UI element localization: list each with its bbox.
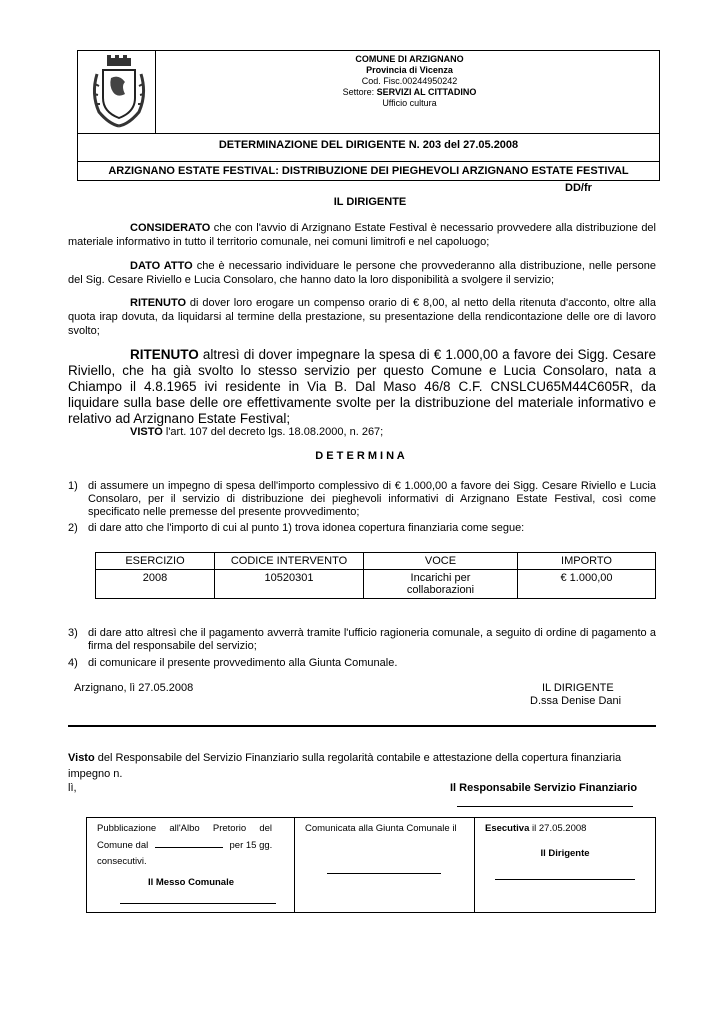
esecutiva-date: Esecutiva il 27.05.2008 xyxy=(485,823,587,834)
pubblicazione-line: Comune dal per 15 gg. xyxy=(97,840,273,851)
determina-heading: D E T E R M I N A xyxy=(315,450,405,462)
esecutiva-dirigente: Il Dirigente xyxy=(540,848,590,859)
table-header: CODICE INTERVENTO xyxy=(215,553,364,570)
dirigente-heading: IL DIRIGENTE xyxy=(333,196,407,208)
list-item: 3) di dare atto altresì che il pagamento avverrà tramite l'ufficio ragioneria comunale, a seguito di ordine di pagamento a firma del responsabile del servizio; xyxy=(68,627,656,652)
signature-line xyxy=(495,879,635,880)
comunicata-giunta: Comunicata alla Giunta Comunale il xyxy=(305,823,457,834)
signature-line xyxy=(457,806,633,807)
pubblicazione-line: Pubblicazione all'Albo Pretorio del xyxy=(97,823,273,834)
settore-value: SERVIZI AL CITTADINO xyxy=(376,87,477,97)
oggetto: ARZIGNANO ESTATE FESTIVAL: DISTRIBUZIONE DEI PIEGHEVOLI ARZIGNANO ESTATE FESTIVAL xyxy=(108,165,629,177)
place-date: Arzignano, lì 27.05.2008 xyxy=(74,682,194,694)
document-header xyxy=(77,50,660,181)
paragraph-considerato: CONSIDERATO che con l'avvio di Arzignano Estate Festival è necessario provvedere alla distribuzione del materiale informativo in tutto il territorio comunale, nei comuni limitrofi e nel capoluogo; xyxy=(68,222,656,248)
comunicata-cell xyxy=(295,818,475,912)
table-header: VOCE xyxy=(364,553,518,570)
pubblicazione-line: consecutivi. xyxy=(97,856,147,867)
ref-code: DD/fr xyxy=(565,182,592,194)
header-divider xyxy=(78,161,659,162)
paragraph-ritenuto-2: RITENUTO altresì di dover impegnare la spesa di € 1.000,00 a favore dei Sigg. Cesare Riviello, che ha già svolto lo stesso servizio per questo Comune e Lucia Consolaro, nata a Chiampo il 4.8.1965 ivi residente in Via B. Dal Maso 46/8 C.F. CNSLCU65M44C605R, da liquidare sulla base delle ore effettivamente svolte per la distribuzione del materiale informativo e relativo ad Arzignano Estate Festival; xyxy=(68,347,656,426)
section-divider xyxy=(68,725,656,727)
paragraph-ritenuto-1: RITENUTO di dover loro erogare un compenso orario di € 8,00, al netto della ritenuta d'acconto, oltre alla quota irap dovuta, da liquidarsi al termine della prestazione, su presentazione della rendicontazione delle ore di lavoro svolto; xyxy=(68,297,656,337)
coat-of-arms-icon xyxy=(89,54,149,130)
crest-cell xyxy=(78,51,156,133)
responsabile-finanziario: Il Responsabile Servizio Finanziario xyxy=(450,782,638,794)
comune-name: COMUNE DI ARZIGNANO xyxy=(355,54,464,64)
list-item: 4) di comunicare il presente provvedimento alla Giunta Comunale. xyxy=(68,657,398,669)
pubblicazione-cell xyxy=(87,818,295,912)
paragraph-visto: VISTO l'art. 107 del decreto lgs. 18.08.2000, n. 267; xyxy=(130,426,384,438)
header-divider xyxy=(78,133,659,134)
table-cell: Incarichi per collaborazioni xyxy=(364,570,518,599)
codice-fiscale: Cod. Fisc.00244950242 xyxy=(361,76,458,86)
impegno-label: impegno n. xyxy=(68,768,123,780)
paragraph-dato-atto: DATO ATTO che è necessario individuare le persone che provvederanno alla distribuzione, nelle persone del Sig. Cesare Riviello e Lucia Consolaro, che hanno dato la loro disponibilità a svolgere il servizio; xyxy=(68,260,656,286)
table-cell: 10520301 xyxy=(215,570,364,599)
settore-label: Settore: xyxy=(342,87,375,97)
table-cell: € 1.000,00 xyxy=(518,570,656,599)
signature-line xyxy=(120,903,276,904)
publication-box xyxy=(86,817,656,913)
signature-name: D.ssa Denise Dani xyxy=(530,695,622,707)
visto-finanziario: Visto del Responsabile del Servizio Finanziario sulla regolarità contabile e attestazione della copertura finanziaria xyxy=(68,752,622,764)
table-header-row xyxy=(96,553,656,570)
messo-comunale: Il Messo Comunale xyxy=(147,877,235,888)
table-header: IMPORTO xyxy=(518,553,656,570)
esecutiva-cell xyxy=(475,818,655,912)
financial-table xyxy=(95,552,656,599)
list-item: 2) di dare atto che l'importo di cui al punto 1) trova idonea copertura finanziaria come segue: xyxy=(68,522,525,534)
table-row xyxy=(96,570,656,599)
table-cell: 2008 xyxy=(96,570,215,599)
signature-line xyxy=(327,873,441,874)
li-label: lì, xyxy=(68,782,77,794)
provincia: Provincia di Vicenza xyxy=(366,65,453,75)
settore xyxy=(158,87,661,98)
ufficio: Ufficio cultura xyxy=(382,98,437,108)
determinazione-title: DETERMINAZIONE DEL DIRIGENTE N. 203 del 27.05.2008 xyxy=(218,139,519,151)
list-item: 1) di assumere un impegno di spesa dell'importo complessivo di € 1.000,00 a favore dei Sigg. Cesare Riviello e Lucia Consolaro, per il servizio di distribuzione dei pieghevoli informativi di Arzignano Estate Festival, così come specificato nelle premesse del presente provvedimento; xyxy=(68,480,656,518)
signature-role: IL DIRIGENTE xyxy=(542,682,614,694)
table-header: ESERCIZIO xyxy=(96,553,215,570)
